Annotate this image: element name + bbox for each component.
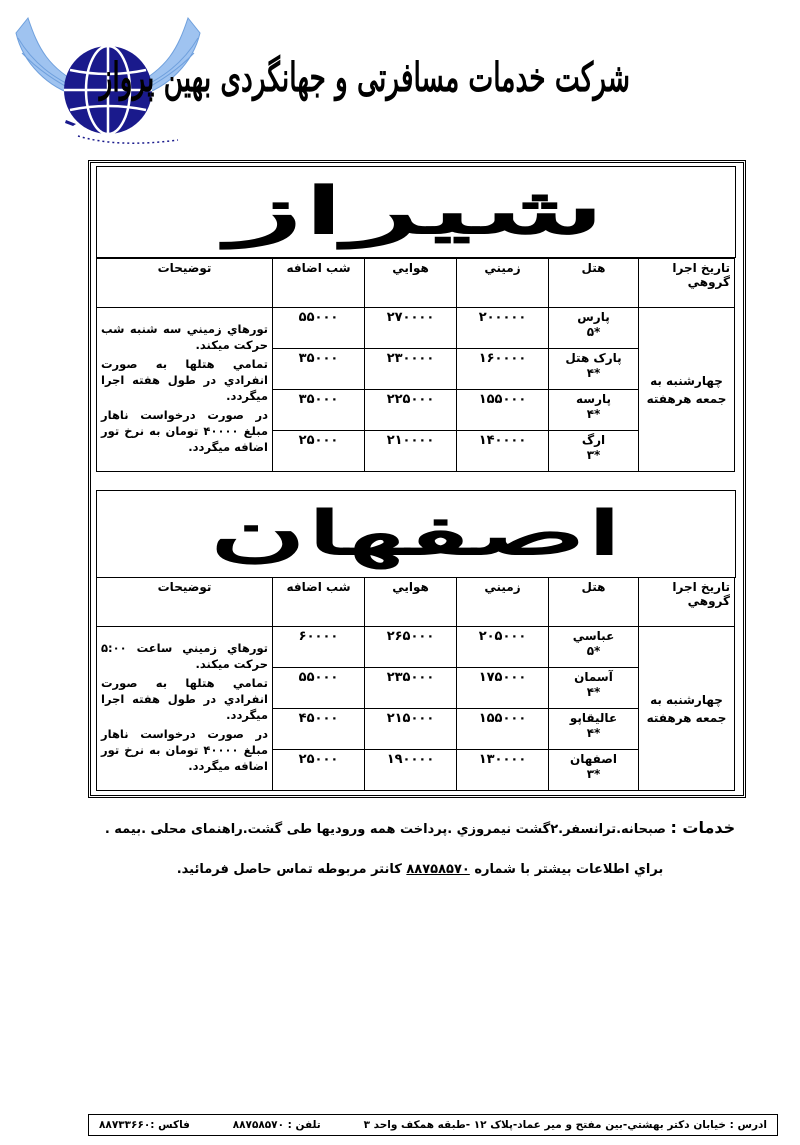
air-price: ۲۲۵۰۰۰ (365, 390, 457, 431)
col-extra-night: شب اضافه (273, 259, 365, 308)
col-date: تاريخ اجرا گروهي (639, 259, 735, 308)
ground-price: ۱۶۰۰۰۰ (457, 349, 549, 390)
air-price: ۲۱۵۰۰۰ (365, 709, 457, 750)
col-hotel: هتل (549, 259, 639, 308)
company-name: شرکت خدمات مسافرتی و جهانگردی بهین پرواز (99, 54, 630, 101)
hotel-cell: پارس *۵ (549, 308, 639, 349)
air-price: ۲۱۰۰۰۰ (365, 431, 457, 472)
services-line (100, 818, 740, 837)
date-cell: چهارشنبه به جمعه هرهفته (639, 308, 735, 472)
city-title-isfahan: اصفهان (96, 490, 736, 578)
footer-phone: تلفن : ۸۸۷۵۸۵۷۰ (232, 1119, 321, 1131)
extra-night-price: ۳۵۰۰۰ (273, 390, 365, 431)
extra-night-price: ۲۵۰۰۰ (273, 750, 365, 791)
footer-fax: فاکس :۸۸۷۳۳۶۶۰ (99, 1119, 190, 1131)
ground-price: ۱۷۵۰۰۰ (457, 668, 549, 709)
hotel-cell: پارک هتل *۴ (549, 349, 639, 390)
air-price: ۲۶۵۰۰۰ (365, 627, 457, 668)
extra-night-price: ۲۵۰۰۰ (273, 431, 365, 472)
ground-price: ۱۵۵۰۰۰ (457, 390, 549, 431)
hotel-cell: ارگ *۳ (549, 431, 639, 472)
table-header-row (97, 578, 735, 627)
tour-table-isfahan (96, 577, 735, 791)
hotel-cell: اصفهان *۳ (549, 750, 639, 791)
ground-price: ۱۴۰۰۰۰ (457, 431, 549, 472)
air-price: ۲۳۵۰۰۰ (365, 668, 457, 709)
date-cell: چهارشنبه به جمعه هرهفته (639, 627, 735, 791)
col-air: هوايي (365, 578, 457, 627)
hotel-cell: پارسه *۴ (549, 390, 639, 431)
ground-price: ۱۵۵۰۰۰ (457, 709, 549, 750)
extra-night-price: ۵۵۰۰۰ (273, 668, 365, 709)
services-label: خدمات : (670, 818, 736, 837)
hotel-cell: آسمان *۴ (549, 668, 639, 709)
footer-address: ادرس : خيابان دکتر بهشتي-بين مفتح و مير عماد-پلاک ۱۲ -طبقه همکف واحد ۳ (363, 1119, 767, 1131)
extra-night-price: ۳۵۰۰۰ (273, 349, 365, 390)
table-row (97, 627, 735, 668)
info-phone: ۸۸۷۵۸۵۷۰ (406, 862, 470, 877)
col-extra-night: شب اضافه (273, 578, 365, 627)
table-header-row (97, 259, 735, 308)
col-date: تاريخ اجرا گروهي (639, 578, 735, 627)
services-text: صبحانه.ترانسفر.۲گشت نيمروزي .پرداخت همه وروديها طی گشت.راهنمای محلی .بيمه . (104, 822, 666, 837)
city-title-shiraz: شیراز (96, 166, 736, 258)
extra-night-price: ۵۵۰۰۰ (273, 308, 365, 349)
info-line: براي اطلاعات بيشتر با شماره ۸۸۷۵۸۵۷۰ کانتر مربوطه تماس حاصل فرمائيد. (176, 862, 664, 877)
footer-contact (88, 1114, 778, 1136)
extra-night-price: ۴۵۰۰۰ (273, 709, 365, 750)
table-row (97, 308, 735, 349)
col-air: هوايي (365, 259, 457, 308)
hotel-cell: عباسي *۵ (549, 627, 639, 668)
col-ground: زميني (457, 578, 549, 627)
col-hotel: هتل (549, 578, 639, 627)
air-price: ۱۹۰۰۰۰ (365, 750, 457, 791)
col-notes: توضيحات (97, 259, 273, 308)
ground-price: ۱۳۰۰۰۰ (457, 750, 549, 791)
col-notes: توضيحات (97, 578, 273, 627)
ground-price: ۲۰۰۰۰۰ (457, 308, 549, 349)
air-price: ۲۳۰۰۰۰ (365, 349, 457, 390)
hotel-cell: عاليقاپو *۴ (549, 709, 639, 750)
col-ground: زميني (457, 259, 549, 308)
tour-table-shiraz (96, 258, 735, 472)
air-price: ۲۷۰۰۰۰ (365, 308, 457, 349)
notes-cell: تورهاي زميني ساعت ۵:۰۰ حرکت ميکند. تمامي هتلها به صورت انفرادي در طول هفته اجرا ميگردد. در صورت درخواست ناهار مبلغ ۴۰۰۰۰ تومان به نرخ تور اضافه ميگردد. (97, 627, 273, 791)
notes-cell: تورهاي زميني سه شنبه شب حرکت ميکند. تمامي هتلها به صورت انفرادي در طول هفته اجرا ميگردد. در صورت درخواست ناهار مبلغ ۴۰۰۰۰ تومان به نرخ تور اضافه ميگردد. (97, 308, 273, 472)
ground-price: ۲۰۵۰۰۰ (457, 627, 549, 668)
extra-night-price: ۶۰۰۰۰ (273, 627, 365, 668)
